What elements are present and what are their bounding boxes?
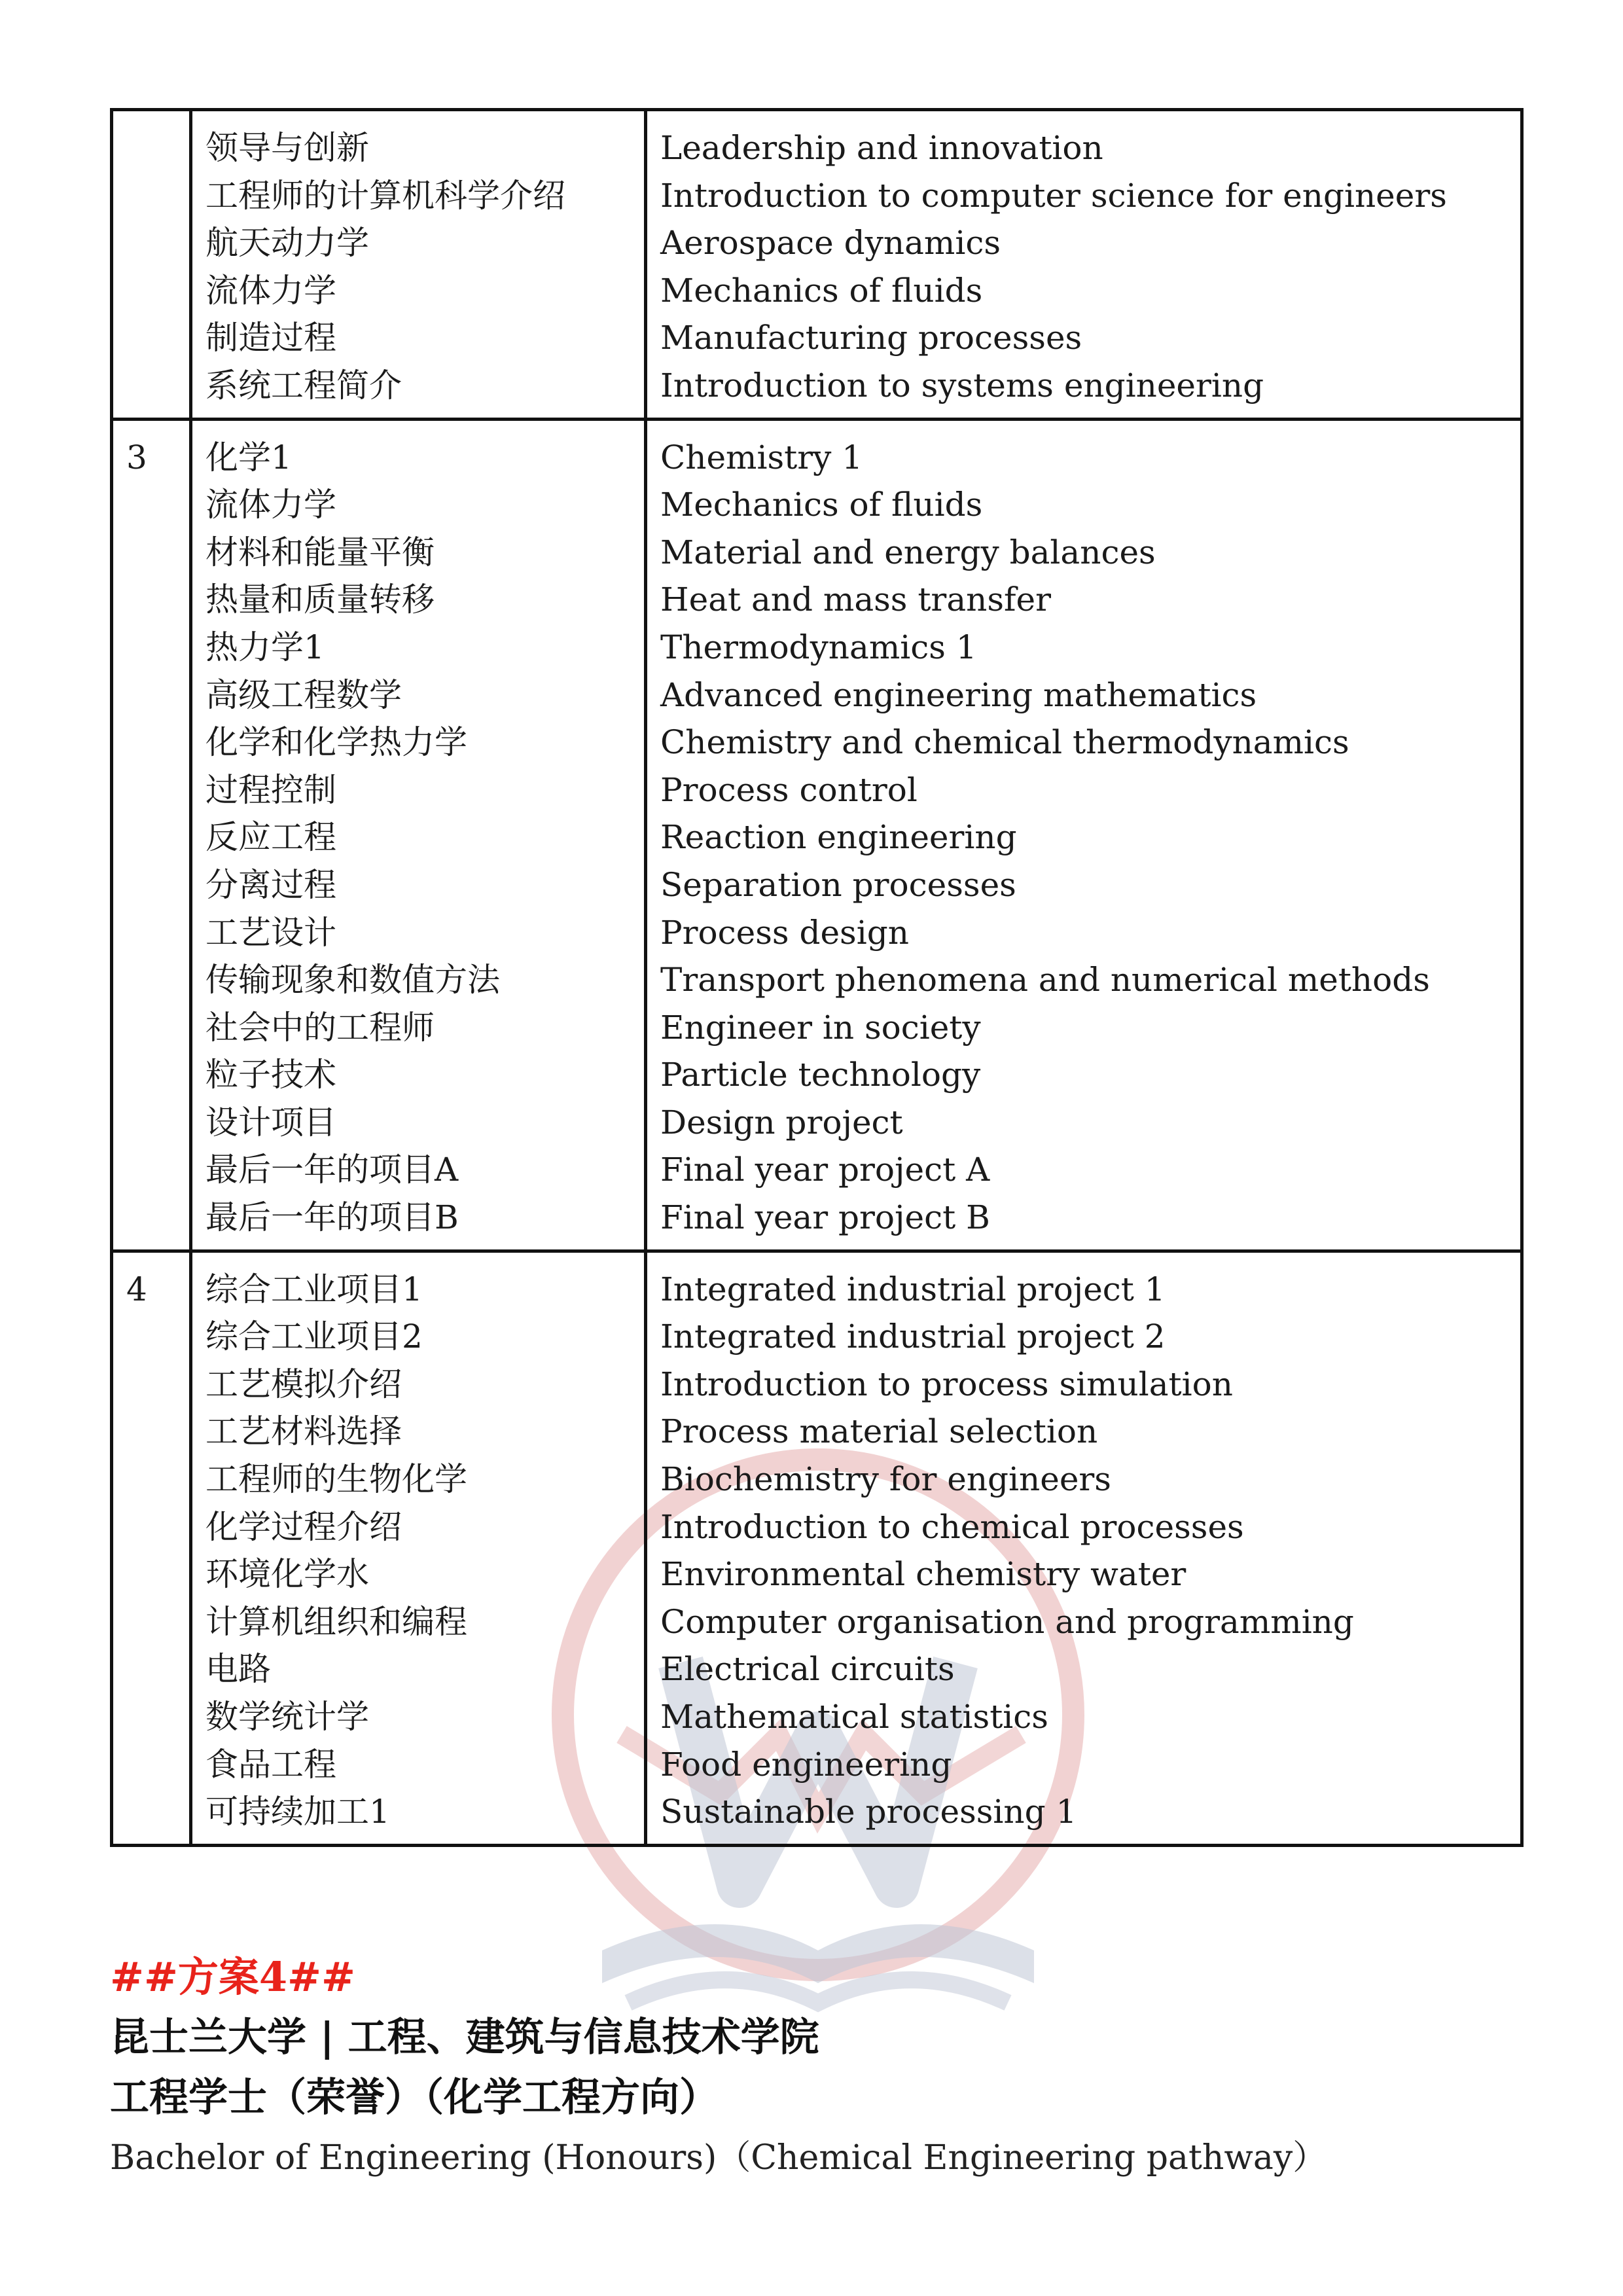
course-name-en: Mathematical statistics — [660, 1698, 1048, 1736]
course-name-en: Chemistry 1 — [660, 438, 863, 476]
course-en-cell — [646, 1251, 1522, 1845]
table-row — [112, 419, 1522, 1251]
year-label: 4 — [126, 1270, 147, 1308]
course-name-en: Introduction to chemical processes — [660, 1507, 1244, 1546]
course-name-en: Final year project A — [660, 1151, 990, 1189]
course-name-en: Mechanics of fluids — [660, 486, 983, 524]
course-en-cell — [646, 419, 1522, 1251]
course-name-en: Mechanics of fluids — [660, 271, 983, 310]
course-name-zh: 计算机组织和编程 — [205, 1602, 467, 1641]
course-name-zh: 最后一年的项目A — [205, 1151, 459, 1189]
table-row — [112, 1251, 1522, 1845]
university-title: 昆士兰大学 | 工程、建筑与信息技术学院 — [110, 2015, 819, 2060]
course-name-en: Reaction engineering — [660, 818, 1017, 857]
table-row — [112, 110, 1522, 420]
course-name-en: Chemistry and chemical thermodynamics — [660, 723, 1349, 762]
course-name-en: Process control — [660, 770, 918, 809]
course-zh-cell — [191, 1251, 646, 1845]
course-name-zh: 工程师的计算机科学介绍 — [205, 176, 565, 215]
course-name-zh: 综合工业项目2 — [205, 1318, 423, 1356]
course-zh-cell — [191, 110, 646, 420]
course-name-en: Introduction to computer science for engineers — [660, 176, 1447, 215]
year-cell — [112, 110, 191, 420]
course-name-zh: 环境化学水 — [205, 1555, 369, 1594]
course-table — [110, 108, 1524, 1847]
course-name-zh: 数学统计学 — [205, 1698, 369, 1736]
course-name-en: Integrated industrial project 2 — [660, 1318, 1166, 1356]
course-name-zh: 设计项目 — [205, 1103, 336, 1141]
course-name-zh: 热量和质量转移 — [205, 581, 435, 619]
course-name-zh: 分离过程 — [205, 865, 336, 904]
course-name-zh: 制造过程 — [205, 319, 336, 357]
course-name-en: Introduction to process simulation — [660, 1365, 1233, 1403]
course-name-zh: 过程控制 — [205, 770, 336, 809]
year-cell — [112, 1251, 191, 1845]
course-name-zh: 航天动力学 — [205, 224, 369, 262]
course-name-en: Leadership and innovation — [660, 129, 1103, 167]
course-name-en: Particle technology — [660, 1056, 981, 1094]
course-name-zh: 领导与创新 — [205, 129, 369, 167]
course-name-en: Aerospace dynamics — [660, 224, 1001, 262]
course-name-en: Sustainable processing 1 — [660, 1793, 1077, 1831]
course-name-zh: 化学和化学热力学 — [205, 723, 467, 762]
course-name-zh: 社会中的工程师 — [205, 1008, 435, 1047]
course-name-zh: 材料和能量平衡 — [205, 533, 435, 571]
course-name-zh: 热力学1 — [205, 628, 325, 666]
course-name-zh: 综合工业项目1 — [205, 1270, 423, 1308]
plan-heading-block — [110, 1947, 1550, 2185]
course-name-zh: 工艺模拟介绍 — [205, 1365, 402, 1403]
course-name-en: Integrated industrial project 1 — [660, 1270, 1166, 1308]
course-name-zh: 最后一年的项目B — [205, 1198, 459, 1237]
course-name-en: Separation processes — [660, 865, 1016, 904]
course-name-en: Heat and mass transfer — [660, 581, 1051, 619]
course-name-en: Thermodynamics 1 — [660, 628, 977, 666]
course-name-en: Introduction to systems engineering — [660, 366, 1264, 404]
course-table-body — [112, 110, 1522, 1846]
course-zh-cell — [191, 419, 646, 1251]
course-name-zh: 系统工程简介 — [205, 366, 402, 404]
course-name-en: Engineer in society — [660, 1008, 981, 1047]
course-name-en: Advanced engineering mathematics — [660, 675, 1257, 714]
course-name-zh: 食品工程 — [205, 1745, 336, 1784]
degree-title-zh: 工程学士（荣誉）（化学工程方向） — [110, 2075, 719, 2121]
course-name-en: Biochemistry for engineers — [660, 1460, 1111, 1499]
course-name-zh: 传输现象和数值方法 — [205, 961, 500, 999]
course-name-zh: 流体力学 — [205, 271, 336, 310]
course-name-zh: 反应工程 — [205, 818, 336, 857]
course-name-zh: 化学过程介绍 — [205, 1507, 402, 1546]
course-name-zh: 化学1 — [205, 438, 292, 476]
course-name-zh: 工艺材料选择 — [205, 1412, 402, 1451]
course-name-en: Computer organisation and programming — [660, 1602, 1354, 1641]
course-name-en: Transport phenomena and numerical methods — [660, 961, 1430, 999]
course-name-en: Process material selection — [660, 1412, 1098, 1451]
course-name-zh: 工程师的生物化学 — [205, 1460, 467, 1499]
course-name-en: Environmental chemistry water — [660, 1555, 1186, 1594]
course-name-en: Manufacturing processes — [660, 319, 1082, 357]
course-name-zh: 粒子技术 — [205, 1056, 336, 1094]
course-name-en: Design project — [660, 1103, 903, 1141]
course-name-en: Material and energy balances — [660, 533, 1156, 571]
course-name-zh: 可持续加工1 — [205, 1793, 390, 1831]
course-name-en: Electrical circuits — [660, 1650, 955, 1689]
course-name-zh: 高级工程数学 — [205, 675, 402, 714]
course-en-cell — [646, 110, 1522, 420]
course-name-en: Food engineering — [660, 1745, 952, 1784]
year-label: 3 — [126, 438, 147, 476]
degree-title-en: Bachelor of Engineering (Honours)（Chemical Engineering pathway） — [110, 2138, 1327, 2178]
course-name-zh: 电路 — [205, 1650, 271, 1689]
course-name-zh: 流体力学 — [205, 486, 336, 524]
course-name-zh: 工艺设计 — [205, 913, 336, 952]
plan-title: ##方案4## — [110, 1953, 355, 2001]
course-name-en: Final year project B — [660, 1198, 990, 1237]
course-name-en: Process design — [660, 913, 909, 952]
year-cell — [112, 419, 191, 1251]
